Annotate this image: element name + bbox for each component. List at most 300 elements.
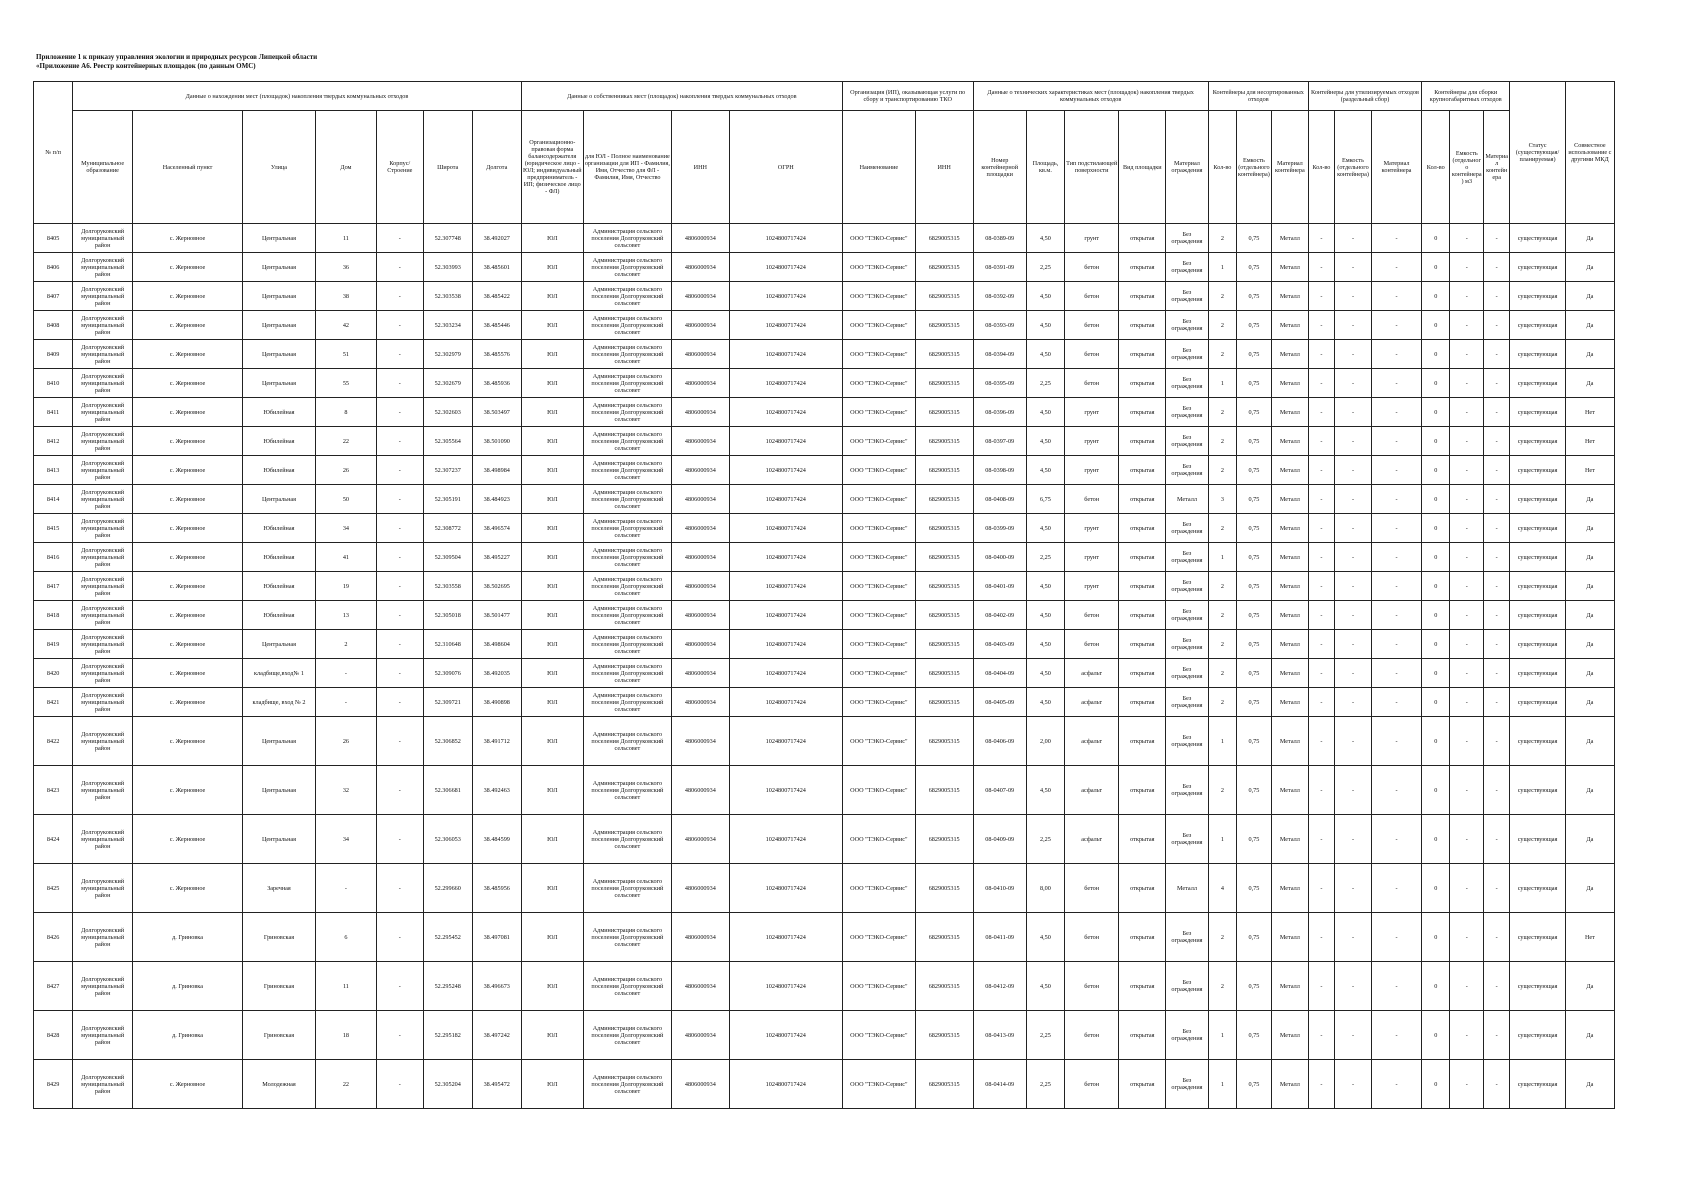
recyclable-capacity-cell: - <box>1335 311 1372 340</box>
bulky-material-cell: - <box>1484 630 1510 659</box>
house-cell: 6 <box>315 913 376 962</box>
group-header-owner: Данные о собственниках мест (площадок) накопления твердых коммунальных отходов <box>521 82 842 111</box>
latitude-cell: 52.295248 <box>423 962 472 1011</box>
row-number: 8415 <box>34 514 73 543</box>
house-cell: 19 <box>315 572 376 601</box>
longitude-cell: 38.496574 <box>472 514 521 543</box>
bulky-qty-cell: 0 <box>1422 717 1450 766</box>
site-number-cell: 08-0411-09 <box>973 913 1026 962</box>
status-cell: существующая <box>1510 369 1566 398</box>
fence-cell: Металл <box>1166 864 1209 913</box>
table-row <box>34 514 1615 543</box>
bulky-capacity-cell: - <box>1450 815 1484 864</box>
owner-name-cell: Администрация сельского поселения Долгоруковский сельсовет <box>583 398 671 427</box>
shared-use-cell: Да <box>1565 311 1614 340</box>
settlement-cell: с. Жерновное <box>133 659 243 688</box>
bulky-qty-cell: 0 <box>1422 572 1450 601</box>
row-number: 8409 <box>34 340 73 369</box>
mixed-qty-cell: 2 <box>1208 224 1236 253</box>
site-kind-cell: открытая <box>1119 1011 1166 1060</box>
latitude-cell: 52.295452 <box>423 913 472 962</box>
korpus-cell: - <box>376 543 423 572</box>
fence-cell: Без ограждения <box>1166 1060 1209 1109</box>
status-cell: существующая <box>1510 282 1566 311</box>
site-kind-cell: открытая <box>1119 485 1166 514</box>
korpus-cell: - <box>376 485 423 514</box>
owner-inn-cell: 4806000934 <box>671 601 729 630</box>
owner-ogrn-cell: 1024800717424 <box>729 913 842 962</box>
mixed-material-cell: Металл <box>1271 766 1308 815</box>
owner-ogrn-cell: 1024800717424 <box>729 864 842 913</box>
recyclable-capacity-cell: - <box>1335 659 1372 688</box>
operator-inn-cell: 6829005315 <box>915 311 973 340</box>
status-cell: существующая <box>1510 630 1566 659</box>
mixed-capacity-cell: 0,75 <box>1237 659 1272 688</box>
status-cell: существующая <box>1510 717 1566 766</box>
mixed-qty-cell: 2 <box>1208 688 1236 717</box>
bulky-capacity-cell: - <box>1450 282 1484 311</box>
korpus-cell: - <box>376 913 423 962</box>
owner-form-cell: ЮЛ <box>521 543 583 572</box>
municipality-cell: Долгоруковский муниципальный район <box>73 427 133 456</box>
mixed-qty-cell: 1 <box>1208 1011 1236 1060</box>
mixed-capacity-cell: 0,75 <box>1237 543 1272 572</box>
mixed-capacity-cell: 0,75 <box>1237 369 1272 398</box>
operator-inn-cell: 6829005315 <box>915 659 973 688</box>
status-cell: существующая <box>1510 659 1566 688</box>
site-number-cell: 08-0405-09 <box>973 688 1026 717</box>
owner-inn-cell: 4806000934 <box>671 485 729 514</box>
owner-form-cell: ЮЛ <box>521 340 583 369</box>
fence-cell: Без ограждения <box>1166 815 1209 864</box>
fence-cell: Без ограждения <box>1166 282 1209 311</box>
status-cell: существующая <box>1510 398 1566 427</box>
municipality-cell: Долгоруковский муниципальный район <box>73 630 133 659</box>
recyclable-capacity-cell: - <box>1335 688 1372 717</box>
mixed-capacity-cell: 0,75 <box>1237 572 1272 601</box>
bulky-qty-cell: 0 <box>1422 485 1450 514</box>
latitude-cell: 52.305191 <box>423 485 472 514</box>
operator-name-cell: ООО "ТЭКО-Сервис" <box>842 369 915 398</box>
area-cell: 4,50 <box>1026 456 1064 485</box>
latitude-cell: 52.310648 <box>423 630 472 659</box>
korpus-cell: - <box>376 717 423 766</box>
house-cell: - <box>315 688 376 717</box>
bulky-capacity-cell: - <box>1450 224 1484 253</box>
bulky-qty-cell: 0 <box>1422 427 1450 456</box>
owner-ogrn-cell: 1024800717424 <box>729 224 842 253</box>
operator-inn-cell: 6829005315 <box>915 962 973 1011</box>
col-header-longitude: Долгота <box>472 111 521 224</box>
mixed-material-cell: Металл <box>1271 485 1308 514</box>
bulky-capacity-cell: - <box>1450 717 1484 766</box>
site-kind-cell: открытая <box>1119 340 1166 369</box>
owner-form-cell: ЮЛ <box>521 659 583 688</box>
owner-ogrn-cell: 1024800717424 <box>729 630 842 659</box>
fence-cell: Без ограждения <box>1166 572 1209 601</box>
document-title-line-2: «Приложение А6. Реестр контейнерных площадок (по данным ОМС) <box>36 62 256 70</box>
bulky-material-cell: - <box>1484 340 1510 369</box>
bulky-material-cell: - <box>1484 456 1510 485</box>
municipality-cell: Долгоруковский муниципальный район <box>73 1060 133 1109</box>
surface-cell: бетон <box>1064 485 1118 514</box>
bulky-qty-cell: 0 <box>1422 766 1450 815</box>
owner-name-cell: Администрация сельского поселения Долгоруковский сельсовет <box>583 864 671 913</box>
shared-use-cell: Да <box>1565 962 1614 1011</box>
house-cell: 13 <box>315 601 376 630</box>
site-number-cell: 08-0394-09 <box>973 340 1026 369</box>
recyclable-material-cell: - <box>1372 572 1422 601</box>
owner-name-cell: Администрация сельского поселения Долгоруковский сельсовет <box>583 962 671 1011</box>
latitude-cell: 52.303993 <box>423 253 472 282</box>
status-cell: существующая <box>1510 1060 1566 1109</box>
row-number: 8419 <box>34 630 73 659</box>
area-cell: 8,00 <box>1026 864 1064 913</box>
bulky-capacity-cell: - <box>1450 485 1484 514</box>
house-cell: 42 <box>315 311 376 340</box>
settlement-cell: с. Жерновное <box>133 253 243 282</box>
longitude-cell: 38.501477 <box>472 601 521 630</box>
bulky-material-cell: - <box>1484 1060 1510 1109</box>
table-row <box>34 630 1615 659</box>
recyclable-material-cell: - <box>1372 427 1422 456</box>
row-number: 8422 <box>34 717 73 766</box>
latitude-cell: 52.302979 <box>423 340 472 369</box>
owner-inn-cell: 4806000934 <box>671 224 729 253</box>
house-cell: 26 <box>315 456 376 485</box>
bulky-capacity-cell: - <box>1450 543 1484 572</box>
recyclable-capacity-cell: - <box>1335 717 1372 766</box>
area-cell: 2,00 <box>1026 717 1064 766</box>
col-header-fence: Материал ограждения <box>1166 111 1209 224</box>
surface-cell: грунт <box>1064 224 1118 253</box>
col-header-operator-name: Наименование <box>842 111 915 224</box>
settlement-cell: с. Жерновное <box>133 717 243 766</box>
korpus-cell: - <box>376 1011 423 1060</box>
site-kind-cell: открытая <box>1119 601 1166 630</box>
status-cell: существующая <box>1510 766 1566 815</box>
row-number: 8428 <box>34 1011 73 1060</box>
owner-ogrn-cell: 1024800717424 <box>729 601 842 630</box>
row-number: 8427 <box>34 962 73 1011</box>
bulky-material-cell: - <box>1484 659 1510 688</box>
table-row <box>34 311 1615 340</box>
owner-form-cell: ЮЛ <box>521 514 583 543</box>
row-number: 8423 <box>34 766 73 815</box>
operator-inn-cell: 6829005315 <box>915 253 973 282</box>
recyclable-capacity-cell: - <box>1335 601 1372 630</box>
operator-inn-cell: 6829005315 <box>915 864 973 913</box>
surface-cell: грунт <box>1064 514 1118 543</box>
owner-inn-cell: 4806000934 <box>671 369 729 398</box>
bulky-qty-cell: 0 <box>1422 1011 1450 1060</box>
operator-name-cell: ООО "ТЭКО-Сервис" <box>842 427 915 456</box>
owner-ogrn-cell: 1024800717424 <box>729 543 842 572</box>
bulky-qty-cell: 0 <box>1422 282 1450 311</box>
bulky-qty-cell: 0 <box>1422 688 1450 717</box>
house-cell: 36 <box>315 253 376 282</box>
mixed-capacity-cell: 0,75 <box>1237 340 1272 369</box>
owner-form-cell: ЮЛ <box>521 485 583 514</box>
status-cell: существующая <box>1510 913 1566 962</box>
bulky-qty-cell: 0 <box>1422 398 1450 427</box>
mixed-capacity-cell: 0,75 <box>1237 688 1272 717</box>
owner-form-cell: ЮЛ <box>521 253 583 282</box>
longitude-cell: 38.498984 <box>472 456 521 485</box>
house-cell: 11 <box>315 962 376 1011</box>
recyclable-material-cell: - <box>1372 1060 1422 1109</box>
area-cell: 4,50 <box>1026 913 1064 962</box>
owner-form-cell: ЮЛ <box>521 398 583 427</box>
bulky-material-cell: - <box>1484 311 1510 340</box>
site-kind-cell: открытая <box>1119 1060 1166 1109</box>
korpus-cell: - <box>376 630 423 659</box>
mixed-capacity-cell: 0,75 <box>1237 962 1272 1011</box>
korpus-cell: - <box>376 340 423 369</box>
recyclable-material-cell: - <box>1372 913 1422 962</box>
site-number-cell: 08-0400-09 <box>973 543 1026 572</box>
bulky-material-cell: - <box>1484 1011 1510 1060</box>
col-header-street: Улица <box>243 111 316 224</box>
recyclable-capacity-cell: - <box>1335 485 1372 514</box>
mixed-material-cell: Металл <box>1271 543 1308 572</box>
area-cell: 2,25 <box>1026 253 1064 282</box>
settlement-cell: с. Жерновное <box>133 224 243 253</box>
bulky-qty-cell: 0 <box>1422 311 1450 340</box>
area-cell: 4,50 <box>1026 659 1064 688</box>
mixed-capacity-cell: 0,75 <box>1237 1060 1272 1109</box>
col-header-owner-inn: ИНН <box>671 111 729 224</box>
shared-use-cell: Да <box>1565 485 1614 514</box>
row-number: 8424 <box>34 815 73 864</box>
fence-cell: Без ограждения <box>1166 340 1209 369</box>
longitude-cell: 38.496673 <box>472 962 521 1011</box>
house-cell: 22 <box>315 1060 376 1109</box>
longitude-cell: 38.484923 <box>472 485 521 514</box>
fence-cell: Без ограждения <box>1166 369 1209 398</box>
longitude-cell: 38.492027 <box>472 224 521 253</box>
bulky-capacity-cell: - <box>1450 427 1484 456</box>
recyclable-qty-cell: - <box>1308 427 1334 456</box>
bulky-qty-cell: 0 <box>1422 369 1450 398</box>
operator-name-cell: ООО "ТЭКО-Сервис" <box>842 282 915 311</box>
operator-inn-cell: 6829005315 <box>915 630 973 659</box>
fence-cell: Без ограждения <box>1166 630 1209 659</box>
bulky-material-cell: - <box>1484 572 1510 601</box>
recyclable-material-cell: - <box>1372 688 1422 717</box>
recyclable-material-cell: - <box>1372 864 1422 913</box>
owner-name-cell: Администрация сельского поселения Долгоруковский сельсовет <box>583 253 671 282</box>
site-number-cell: 08-0399-09 <box>973 514 1026 543</box>
bulky-qty-cell: 0 <box>1422 340 1450 369</box>
surface-cell: бетон <box>1064 1011 1118 1060</box>
recyclable-qty-cell: - <box>1308 340 1334 369</box>
row-number: 8426 <box>34 913 73 962</box>
municipality-cell: Долгоруковский муниципальный район <box>73 543 133 572</box>
row-number: 8420 <box>34 659 73 688</box>
settlement-cell: с. Жерновное <box>133 369 243 398</box>
owner-form-cell: ЮЛ <box>521 224 583 253</box>
col-header-recyclable-qty: Кол-во <box>1308 111 1334 224</box>
mixed-material-cell: Металл <box>1271 369 1308 398</box>
table-row <box>34 717 1615 766</box>
latitude-cell: 52.305018 <box>423 601 472 630</box>
fence-cell: Без ограждения <box>1166 688 1209 717</box>
street-cell: Центральная <box>243 311 316 340</box>
mixed-material-cell: Металл <box>1271 311 1308 340</box>
row-number: 8406 <box>34 253 73 282</box>
latitude-cell: 52.309504 <box>423 543 472 572</box>
municipality-cell: Долгоруковский муниципальный район <box>73 688 133 717</box>
area-cell: 4,50 <box>1026 224 1064 253</box>
site-number-cell: 08-0392-09 <box>973 282 1026 311</box>
bulky-material-cell: - <box>1484 815 1510 864</box>
table-row <box>34 864 1615 913</box>
settlement-cell: с. Жерновное <box>133 456 243 485</box>
operator-name-cell: ООО "ТЭКО-Сервис" <box>842 543 915 572</box>
house-cell: 38 <box>315 282 376 311</box>
col-header-latitude: Широта <box>423 111 472 224</box>
area-cell: 2,25 <box>1026 543 1064 572</box>
surface-cell: бетон <box>1064 369 1118 398</box>
status-cell: существующая <box>1510 1011 1566 1060</box>
owner-ogrn-cell: 1024800717424 <box>729 1011 842 1060</box>
owner-form-cell: ЮЛ <box>521 1060 583 1109</box>
owner-form-cell: ЮЛ <box>521 1011 583 1060</box>
area-cell: 2,25 <box>1026 369 1064 398</box>
settlement-cell: с. Жерновное <box>133 311 243 340</box>
owner-ogrn-cell: 1024800717424 <box>729 456 842 485</box>
owner-name-cell: Администрация сельского поселения Долгоруковский сельсовет <box>583 1060 671 1109</box>
bulky-material-cell: - <box>1484 282 1510 311</box>
recyclable-qty-cell: - <box>1308 311 1334 340</box>
mixed-capacity-cell: 0,75 <box>1237 485 1272 514</box>
recyclable-capacity-cell: - <box>1335 543 1372 572</box>
fence-cell: Без ограждения <box>1166 253 1209 282</box>
longitude-cell: 38.490898 <box>472 688 521 717</box>
korpus-cell: - <box>376 864 423 913</box>
bulky-capacity-cell: - <box>1450 630 1484 659</box>
surface-cell: грунт <box>1064 543 1118 572</box>
operator-inn-cell: 6829005315 <box>915 282 973 311</box>
bulky-material-cell: - <box>1484 369 1510 398</box>
register-table <box>33 81 1615 1109</box>
mixed-capacity-cell: 0,75 <box>1237 456 1272 485</box>
street-cell: Центральная <box>243 717 316 766</box>
shared-use-cell: Да <box>1565 688 1614 717</box>
mixed-material-cell: Металл <box>1271 427 1308 456</box>
row-number: 8408 <box>34 311 73 340</box>
latitude-cell: 52.302603 <box>423 398 472 427</box>
owner-ogrn-cell: 1024800717424 <box>729 282 842 311</box>
status-cell: существующая <box>1510 224 1566 253</box>
col-header-korpus: Корпус/Строение <box>376 111 423 224</box>
surface-cell: бетон <box>1064 340 1118 369</box>
group-header-mixed-containers: Контейнеры для несортированных отходов <box>1208 82 1308 111</box>
mixed-qty-cell: 2 <box>1208 340 1236 369</box>
operator-name-cell: ООО "ТЭКО-Сервис" <box>842 766 915 815</box>
longitude-cell: 38.485601 <box>472 253 521 282</box>
site-kind-cell: открытая <box>1119 514 1166 543</box>
recyclable-material-cell: - <box>1372 514 1422 543</box>
recyclable-capacity-cell: - <box>1335 962 1372 1011</box>
korpus-cell: - <box>376 659 423 688</box>
bulky-capacity-cell: - <box>1450 456 1484 485</box>
surface-cell: бетон <box>1064 864 1118 913</box>
surface-cell: бетон <box>1064 282 1118 311</box>
table-row <box>34 572 1615 601</box>
recyclable-capacity-cell: - <box>1335 398 1372 427</box>
surface-cell: бетон <box>1064 630 1118 659</box>
mixed-material-cell: Металл <box>1271 224 1308 253</box>
street-cell: Молодежная <box>243 1060 316 1109</box>
latitude-cell: 52.308772 <box>423 514 472 543</box>
shared-use-cell: Да <box>1565 543 1614 572</box>
surface-cell: асфальт <box>1064 717 1118 766</box>
operator-inn-cell: 6829005315 <box>915 398 973 427</box>
site-number-cell: 08-0413-09 <box>973 1011 1026 1060</box>
surface-cell: грунт <box>1064 572 1118 601</box>
table-row <box>34 913 1615 962</box>
col-header-mixed-qty: Кол-во <box>1208 111 1236 224</box>
owner-name-cell: Администрация сельского поселения Долгоруковский сельсовет <box>583 766 671 815</box>
operator-inn-cell: 6829005315 <box>915 688 973 717</box>
owner-name-cell: Администрация сельского поселения Долгоруковский сельсовет <box>583 282 671 311</box>
site-number-cell: 08-0402-09 <box>973 601 1026 630</box>
mixed-material-cell: Металл <box>1271 572 1308 601</box>
table-row <box>34 659 1615 688</box>
owner-inn-cell: 4806000934 <box>671 456 729 485</box>
owner-inn-cell: 4806000934 <box>671 427 729 456</box>
owner-name-cell: Администрация сельского поселения Долгоруковский сельсовет <box>583 543 671 572</box>
owner-ogrn-cell: 1024800717424 <box>729 688 842 717</box>
mixed-capacity-cell: 0,75 <box>1237 1011 1272 1060</box>
row-number: 8417 <box>34 572 73 601</box>
municipality-cell: Долгоруковский муниципальный район <box>73 311 133 340</box>
korpus-cell: - <box>376 456 423 485</box>
recyclable-material-cell: - <box>1372 659 1422 688</box>
column-header-row <box>34 111 1615 224</box>
recyclable-qty-cell: - <box>1308 398 1334 427</box>
row-number: 8413 <box>34 456 73 485</box>
recyclable-material-cell: - <box>1372 311 1422 340</box>
municipality-cell: Долгоруковский муниципальный район <box>73 253 133 282</box>
bulky-capacity-cell: - <box>1450 398 1484 427</box>
recyclable-qty-cell: - <box>1308 543 1334 572</box>
street-cell: Гриновская <box>243 962 316 1011</box>
owner-ogrn-cell: 1024800717424 <box>729 369 842 398</box>
recyclable-qty-cell: - <box>1308 913 1334 962</box>
street-cell: Центральная <box>243 485 316 514</box>
bulky-qty-cell: 0 <box>1422 913 1450 962</box>
owner-inn-cell: 4806000934 <box>671 253 729 282</box>
mixed-qty-cell: 2 <box>1208 311 1236 340</box>
fence-cell: Без ограждения <box>1166 913 1209 962</box>
surface-cell: грунт <box>1064 398 1118 427</box>
owner-form-cell: ЮЛ <box>521 427 583 456</box>
site-number-cell: 08-0412-09 <box>973 962 1026 1011</box>
bulky-capacity-cell: - <box>1450 659 1484 688</box>
bulky-material-cell: - <box>1484 224 1510 253</box>
group-header-location: Данные о нахождении мест (площадок) накопления твердых коммунальных отходов <box>73 82 522 111</box>
recyclable-capacity-cell: - <box>1335 456 1372 485</box>
house-cell: 2 <box>315 630 376 659</box>
area-cell: 4,50 <box>1026 514 1064 543</box>
recyclable-capacity-cell: - <box>1335 253 1372 282</box>
surface-cell: бетон <box>1064 311 1118 340</box>
col-header-bulky-material: Материал контейнера <box>1484 111 1510 224</box>
area-cell: 2,25 <box>1026 815 1064 864</box>
